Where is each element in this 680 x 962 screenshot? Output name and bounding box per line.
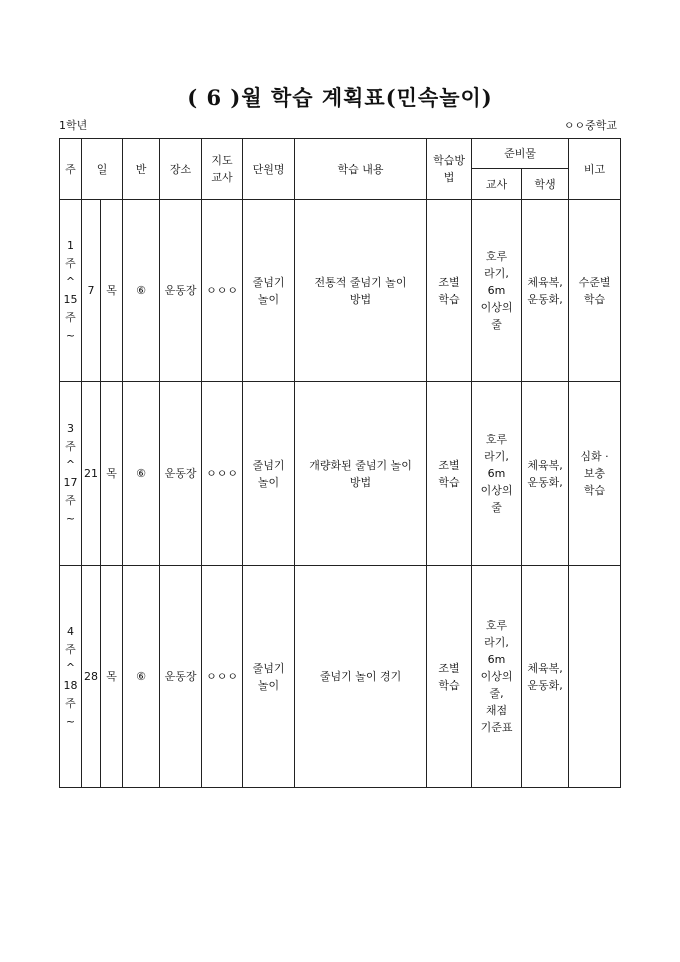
grade-label: 1학년: [59, 119, 88, 132]
note-cell: 심화 · 보충 학습: [569, 382, 621, 566]
page-title: ( 6 )월 학습 계획표(민속놀이): [187, 85, 493, 110]
header-note: 비고: [569, 139, 621, 200]
weekday-cell: 목: [101, 200, 123, 382]
weekday-cell: 목: [101, 382, 123, 566]
header-week: 주: [60, 139, 82, 200]
method-cell: 조별 학습: [427, 200, 472, 382]
unit-cell: 줄넘기 놀이: [243, 382, 295, 566]
prep-teacher-cell: 호루 라기, 6m 이상의 줄: [472, 200, 522, 382]
date-cell: 7: [82, 200, 101, 382]
place-cell: 운동장: [160, 200, 202, 382]
table-row: [60, 200, 621, 382]
prep-student-cell: 체육복, 운동화,: [522, 566, 569, 788]
header-instructor: 지도 교사: [202, 139, 243, 200]
lesson-plan-table: [59, 138, 621, 788]
header-content: 학습 내용: [295, 139, 427, 200]
week-range-cell: 3 주 ^ 17 주 ~: [60, 382, 82, 566]
prep-student-cell: 체육복, 운동화,: [522, 200, 569, 382]
class-cell: ⑥: [123, 566, 160, 788]
weekday-cell: 목: [101, 566, 123, 788]
week-range-cell: 1 주 ^ 15 주 ~: [60, 200, 82, 382]
table-row: [60, 382, 621, 566]
class-cell: ⑥: [123, 200, 160, 382]
unit-cell: 줄넘기 놀이: [243, 200, 295, 382]
place-cell: 운동장: [160, 566, 202, 788]
content-cell: 줄넘기 놀이 경기: [295, 566, 427, 788]
prep-student-cell: 체육복, 운동화,: [522, 382, 569, 566]
prep-teacher-cell: 호루 라기, 6m 이상의 줄, 채점 기준표: [472, 566, 522, 788]
note-cell: [569, 566, 621, 788]
instructor-cell: ㅇㅇㅇ: [202, 200, 243, 382]
table-row: [60, 566, 621, 788]
header-place: 장소: [160, 139, 202, 200]
header-prep: 준비물: [472, 139, 569, 169]
class-cell: ⑥: [123, 382, 160, 566]
school-label: ㅇㅇ중학교: [563, 119, 617, 132]
week-range-cell: 4 주 ^ 18 주 ~: [60, 566, 82, 788]
header-method: 학습방 법: [427, 139, 472, 200]
prep-teacher-cell: 호루 라기, 6m 이상의 줄: [472, 382, 522, 566]
method-cell: 조별 학습: [427, 566, 472, 788]
date-cell: 21: [82, 382, 101, 566]
note-cell: 수준별 학습: [569, 200, 621, 382]
instructor-cell: ㅇㅇㅇ: [202, 566, 243, 788]
header-class: 반: [123, 139, 160, 200]
content-cell: 개량화된 줄넘기 놀이 방법: [295, 382, 427, 566]
header-prep-student: 학생: [522, 169, 569, 200]
instructor-cell: ㅇㅇㅇ: [202, 382, 243, 566]
content-cell: 전통적 줄넘기 놀이 방법: [295, 200, 427, 382]
unit-cell: 줄넘기 놀이: [243, 566, 295, 788]
place-cell: 운동장: [160, 382, 202, 566]
date-cell: 28: [82, 566, 101, 788]
header-day: 일: [82, 139, 123, 200]
header-prep-teacher: 교사: [472, 169, 522, 200]
method-cell: 조별 학습: [427, 382, 472, 566]
header-unit: 단원명: [243, 139, 295, 200]
